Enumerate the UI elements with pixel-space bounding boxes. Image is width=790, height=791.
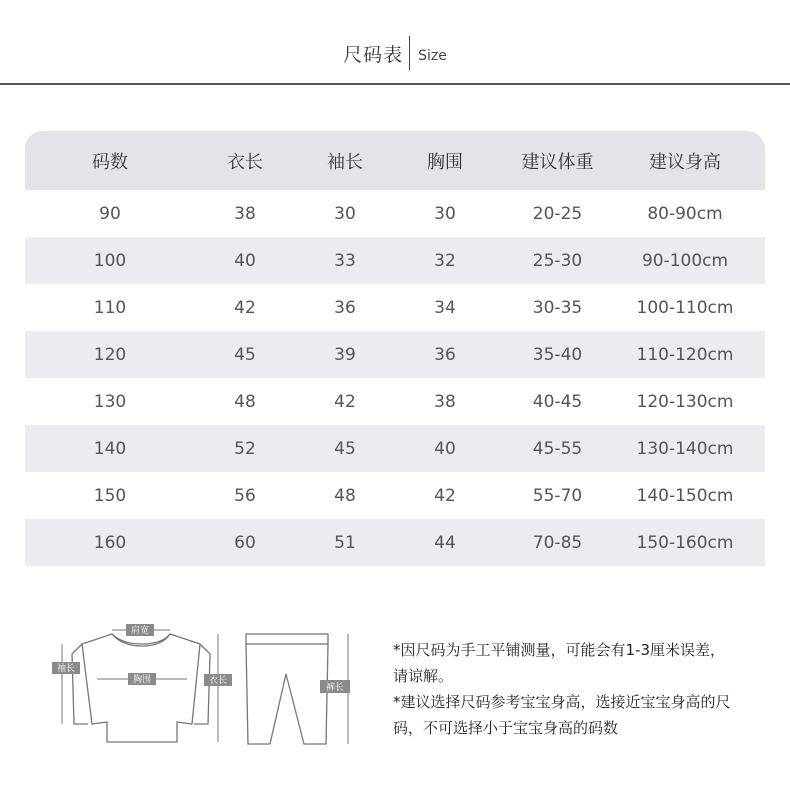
cell-size: 160 [93,532,127,553]
cell-size: 120 [93,344,127,365]
table-row [25,472,765,519]
header-sleeve: 袖长 [327,151,363,173]
header-size: 码数 [92,151,128,173]
cell-weight: 30-35 [532,297,583,318]
title-divider [409,36,410,70]
pants-length-label: 裤长 [325,683,345,693]
shoulder-label: 肩宽 [130,626,150,636]
cell-sleeve: 42 [334,391,356,412]
shirt-left-sleeve [72,644,88,724]
cell-length: 52 [234,438,256,459]
title-chinese: 尺码表 [343,43,404,66]
cell-height: 90-100cm [641,250,729,271]
cell-height: 80-90cm [647,203,723,224]
cell-sleeve: 33 [334,250,356,271]
cell-weight: 70-85 [532,532,583,553]
header-length: 衣长 [227,151,263,173]
table-header [25,131,765,190]
cell-length: 40 [234,250,256,271]
size-table [25,131,765,566]
header-weight: 建议体重 [521,151,594,173]
cell-weight: 55-70 [532,485,583,506]
header-chest: 胸围 [427,151,463,173]
title-english: Size [418,48,447,64]
cell-length: 48 [234,391,256,412]
cell-chest: 32 [434,250,456,271]
cell-height: 130-140cm [636,438,734,459]
table-row [25,190,765,237]
cell-sleeve: 36 [334,297,356,318]
note-measurement: *因尺码为手工平铺测量，可能会有1-3厘米误差，请谅解。 [393,641,726,685]
cell-weight: 40-45 [532,391,583,412]
cell-chest: 38 [434,391,456,412]
pants-waistband [246,634,328,644]
cell-length: 60 [234,532,256,553]
cell-chest: 34 [434,297,456,318]
cell-height: 100-110cm [636,297,734,318]
cell-chest: 36 [434,344,456,365]
cell-sleeve: 30 [334,203,356,224]
cell-weight: 45-55 [532,438,583,459]
shirt-measure-lines [62,630,218,742]
cell-length: 56 [234,485,256,506]
cell-sleeve: 39 [334,344,356,365]
size-notes [393,637,733,741]
pants-diagram [246,634,328,744]
pants-outline [246,644,328,744]
cell-sleeve: 48 [334,485,356,506]
cell-chest: 44 [434,532,456,553]
cell-size: 140 [93,438,127,459]
measurement-diagram [52,624,362,759]
cell-height: 140-150cm [636,485,734,506]
table-row [25,519,765,566]
shirt-outline [82,634,200,742]
cell-size: 90 [99,203,121,224]
table-row [25,331,765,378]
cell-height: 110-120cm [636,344,734,365]
cell-weight: 35-40 [532,344,583,365]
header-rule [0,83,790,85]
cell-size: 100 [93,250,127,271]
chest-label: 胸围 [132,675,152,685]
cell-height: 150-160cm [636,532,734,553]
table-row [25,237,765,284]
table-row [25,378,765,425]
sleeve-label: 袖长 [56,664,76,674]
cell-chest: 30 [434,203,456,224]
table-row [25,284,765,331]
cell-chest: 40 [434,438,456,459]
cell-weight: 20-25 [532,203,583,224]
table-row [25,425,765,472]
header-height: 建议身高 [649,151,721,173]
cell-chest: 42 [434,485,456,506]
cell-size: 150 [93,485,127,506]
cell-height: 120-130cm [636,391,734,412]
cell-length: 38 [234,203,256,224]
cell-sleeve: 45 [334,438,356,459]
cell-length: 42 [234,297,256,318]
cell-size: 110 [93,297,127,318]
cell-size: 130 [93,391,127,412]
cell-weight: 25-30 [532,250,583,271]
length-label: 衣长 [208,676,228,686]
cell-sleeve: 51 [334,532,356,553]
shirt-diagram [72,634,210,754]
cell-length: 45 [234,344,256,365]
note-recommendation: *建议选择尺码参考宝宝身高，选接近宝宝身高的尺码，不可选择小于宝宝身高的码数 [393,693,731,737]
size-chart-title [0,36,790,70]
